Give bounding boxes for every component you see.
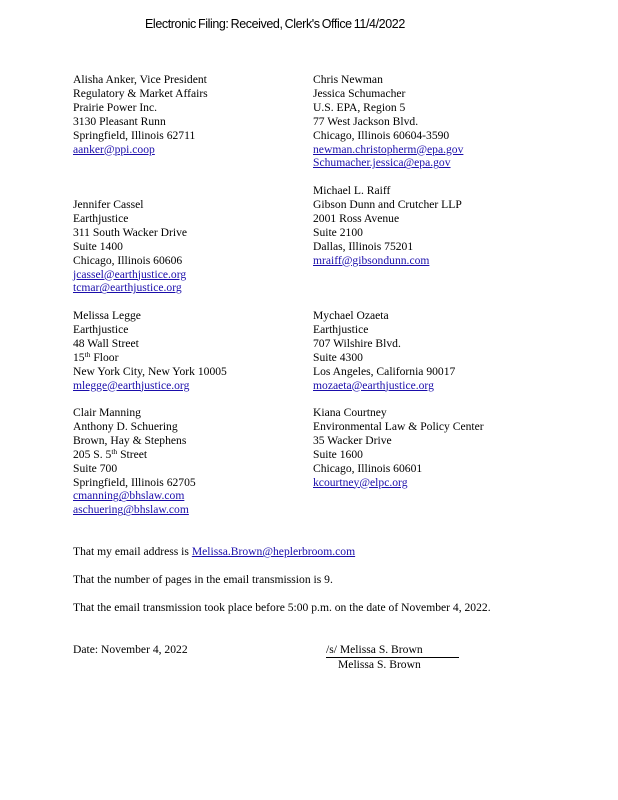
filing-stamp: Electronic Filing: Received, Clerk's Office 11/4/2022 bbox=[145, 17, 405, 31]
contact-line: 35 Wacker Drive bbox=[313, 433, 392, 447]
contact-line: Suite 700 bbox=[73, 461, 118, 475]
contact-line: Mychael Ozaeta bbox=[313, 309, 389, 322]
email-address-prefix: That my email address is bbox=[73, 545, 192, 558]
contact-line: 2001 Ross Avenue bbox=[313, 211, 400, 225]
contact-email-link[interactable]: mlegge@earthjustice.org bbox=[73, 378, 190, 392]
contact-block-legge bbox=[73, 309, 227, 392]
contact-line: Suite 1400 bbox=[73, 239, 123, 253]
contact-email-link[interactable]: mozaeta@earthjustice.org bbox=[313, 378, 434, 392]
contact-line: 205 S. 5th Street bbox=[73, 446, 148, 461]
contact-line: Anthony D. Schuering bbox=[73, 419, 178, 433]
contact-line: Clair Manning bbox=[73, 406, 141, 419]
contact-line: Prairie Power Inc. bbox=[73, 100, 158, 114]
contact-line: New York City, New York 10005 bbox=[73, 364, 227, 378]
contact-line: 77 West Jackson Blvd. bbox=[313, 114, 419, 128]
contact-line: Melissa Legge bbox=[73, 309, 141, 322]
contact-line: Chicago, Illinois 60601 bbox=[313, 461, 423, 475]
contact-line: Springfield, Illinois 62705 bbox=[73, 475, 196, 489]
contact-line: Suite 1600 bbox=[313, 447, 363, 461]
contact-line: Gibson Dunn and Crutcher LLP bbox=[313, 197, 462, 211]
contact-line: Suite 2100 bbox=[313, 225, 363, 239]
contact-line: U.S. EPA, Region 5 bbox=[313, 100, 406, 114]
contact-line: Kiana Courtney bbox=[313, 406, 387, 419]
contact-block-manning-schuering bbox=[73, 406, 196, 517]
date-line: Date: November 4, 2022 bbox=[73, 643, 188, 656]
contact-line: Regulatory & Market Affairs bbox=[73, 86, 208, 100]
contact-line: Earthjustice bbox=[313, 322, 369, 336]
contact-line: Los Angeles, California 90017 bbox=[313, 364, 456, 378]
page-count-statement: That the number of pages in the email transmission is 9. bbox=[73, 573, 333, 586]
contact-line: Michael L. Raiff bbox=[313, 184, 391, 197]
contact-block-ozaeta bbox=[313, 309, 455, 392]
contact-line: 311 South Wacker Drive bbox=[73, 225, 188, 239]
contact-line: Brown, Hay & Stephens bbox=[73, 433, 187, 447]
contact-line: Jennifer Cassel bbox=[73, 198, 144, 211]
contact-block-anker bbox=[73, 73, 208, 156]
contact-line: Earthjustice bbox=[73, 211, 129, 225]
contact-line: Environmental Law & Policy Center bbox=[313, 419, 484, 433]
contact-email-link[interactable]: tcmar@earthjustice.org bbox=[73, 281, 182, 295]
contact-line: Chris Newman bbox=[313, 73, 383, 86]
signature-line: /s/ Melissa S. Brown bbox=[326, 643, 459, 658]
contact-email-link[interactable]: cmanning@bhslaw.com bbox=[73, 489, 185, 503]
contact-block-raiff bbox=[313, 184, 462, 267]
contact-line: Earthjustice bbox=[73, 322, 129, 336]
transmission-time-statement: That the email transmission took place before 5:00 p.m. on the date of November 4, 2022. bbox=[73, 601, 491, 614]
contact-line: Suite 4300 bbox=[313, 350, 363, 364]
ordinal-superscript: th bbox=[111, 446, 118, 456]
contact-email-link[interactable]: mraiff@gibsondunn.com bbox=[313, 253, 430, 267]
contact-line: Alisha Anker, Vice President bbox=[73, 73, 207, 86]
contact-line: 15th Floor bbox=[73, 349, 119, 364]
contact-line: 3130 Pleasant Runn bbox=[73, 114, 166, 128]
contact-block-cassel bbox=[73, 198, 187, 295]
contact-line: 48 Wall Street bbox=[73, 336, 139, 350]
contact-line: 707 Wilshire Blvd. bbox=[313, 336, 401, 350]
contact-line: Chicago, Illinois 60606 bbox=[73, 253, 183, 267]
contact-email-link[interactable]: newman.christopherm@epa.gov bbox=[313, 142, 464, 156]
sender-email-link[interactable]: Melissa.Brown@heplerbroom.com bbox=[191, 545, 356, 558]
signature-block bbox=[326, 643, 459, 672]
signer-name: Melissa S. Brown bbox=[338, 658, 421, 671]
contact-line: Dallas, Illinois 75201 bbox=[313, 239, 414, 253]
contact-block-newman-schumacher bbox=[313, 73, 463, 170]
contact-email-link[interactable]: aanker@ppi.coop bbox=[73, 142, 155, 156]
contact-email-link[interactable]: jcassel@earthjustice.org bbox=[73, 267, 187, 281]
contact-block-courtney bbox=[313, 406, 484, 489]
ordinal-superscript: th bbox=[84, 349, 91, 359]
contact-email-link[interactable]: aschuering@bhslaw.com bbox=[73, 503, 189, 517]
contact-email-link[interactable]: kcourtney@elpc.org bbox=[313, 475, 408, 489]
contact-email-link[interactable]: Schumacher.jessica@epa.gov bbox=[313, 156, 451, 170]
email-address-statement bbox=[73, 545, 355, 558]
contact-line: Springfield, Illinois 62711 bbox=[73, 128, 196, 142]
contact-line: Chicago, Illinois 60604-3590 bbox=[313, 128, 450, 142]
contact-line: Jessica Schumacher bbox=[313, 86, 406, 100]
